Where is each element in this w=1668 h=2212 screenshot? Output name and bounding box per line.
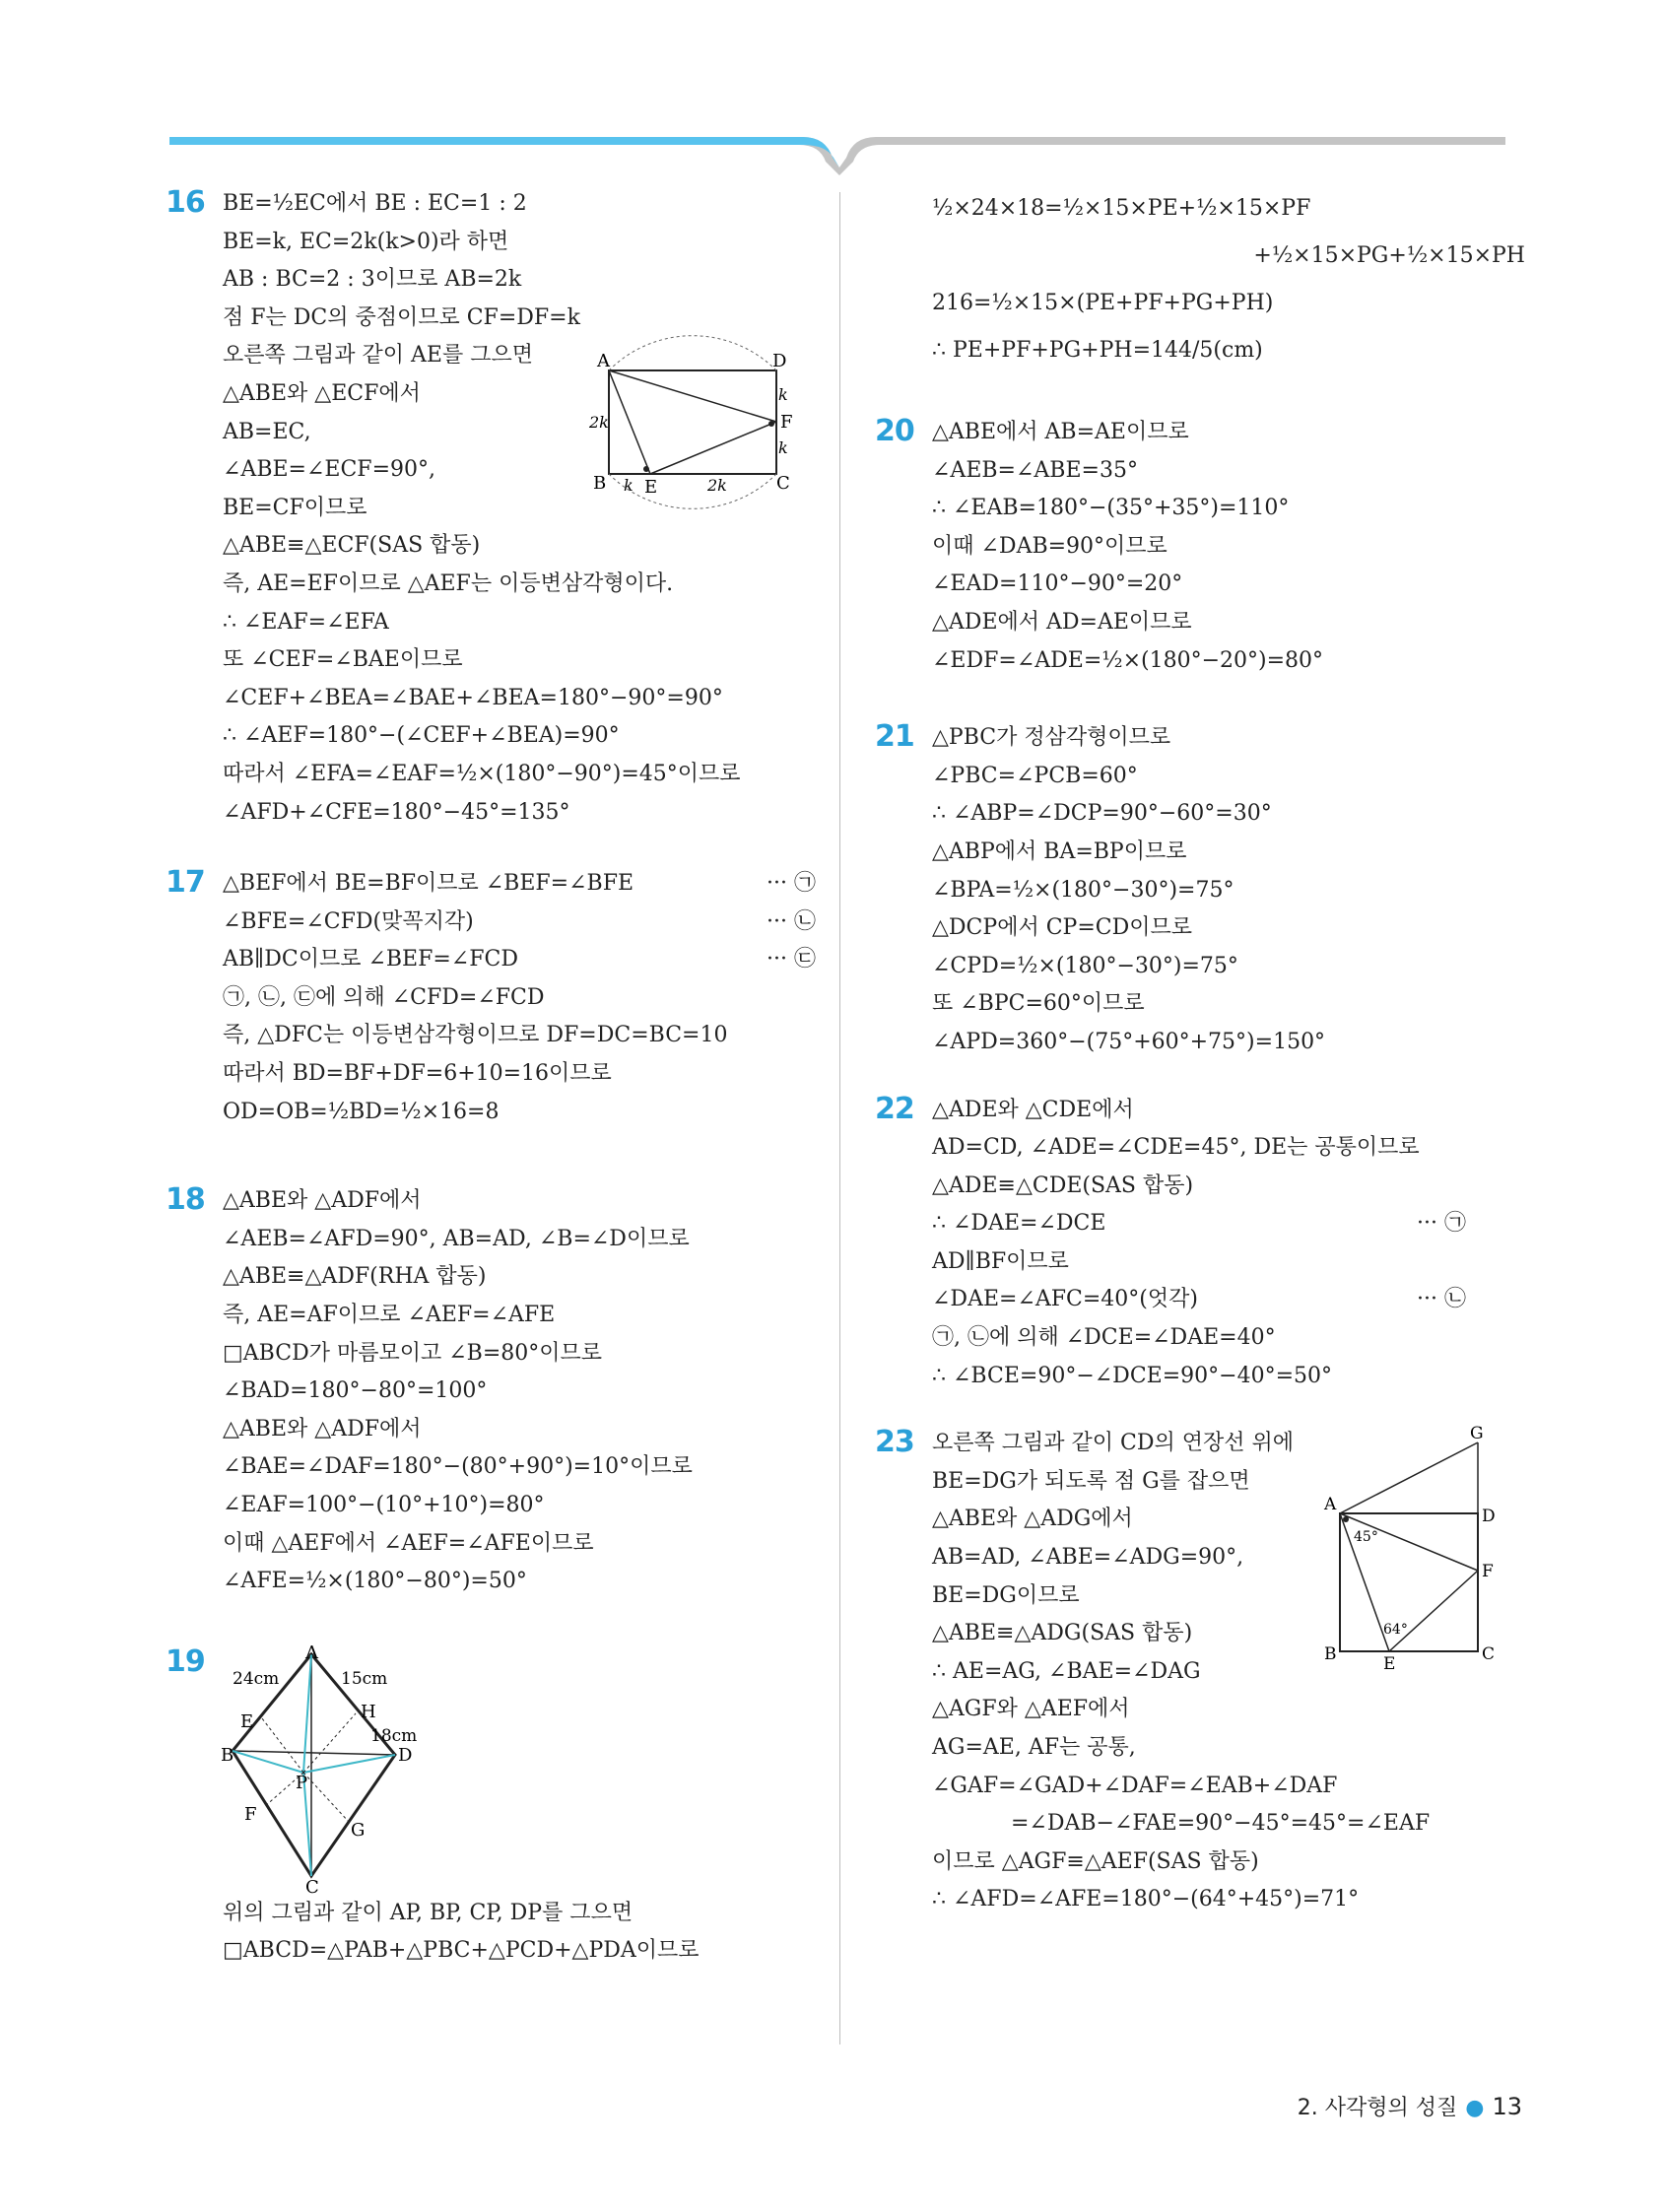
label-P: P xyxy=(296,1772,308,1793)
problem-16 xyxy=(166,185,816,832)
solution-line: ∴ ∠EAB=180°−(35°+35°)=110° xyxy=(932,496,1290,521)
solution-line: 또 ∠CEF=∠BAE이므로 xyxy=(223,647,463,673)
figure-16 xyxy=(589,351,816,499)
solution-line: OD=OB=½BD=½×16=8 xyxy=(223,1099,500,1124)
solution-line: 따라서 BD=BF+DF=6+10=16이므로 xyxy=(223,1061,612,1087)
solution-line: △ADE에서 AD=AE이므로 xyxy=(932,609,1192,635)
solution-line: 즉, △DFC는 이등변삼각형이므로 DF=DC=BC=10 xyxy=(223,1023,728,1048)
label-E: E xyxy=(1383,1654,1396,1675)
solution-line: 오른쪽 그림과 같이 CD의 연장선 위에 xyxy=(932,1431,1294,1456)
label-64deg: 64° xyxy=(1383,1622,1408,1639)
left-column xyxy=(166,185,816,1996)
solution-line: ∠CPD=½×(180°−30°)=75° xyxy=(932,953,1238,978)
solution-line: BE=DG가 되도록 점 G를 잡으면 xyxy=(932,1468,1250,1494)
label-E: E xyxy=(240,1710,254,1732)
solution-line: △ADE≡△CDE(SAS 합동) xyxy=(932,1173,1194,1198)
solution-line: △ABE와 △ADG에서 xyxy=(932,1507,1133,1532)
solution-line: ∠AEB=∠AFD=90°, AB=AD, ∠B=∠D이므로 xyxy=(223,1226,690,1251)
solution-line xyxy=(223,904,816,942)
bullet-icon: ● xyxy=(1465,2096,1485,2120)
solution-line: △ABE와 △ADF에서 xyxy=(223,1416,422,1441)
solution-line: BE=k, EC=2k(k>0)라 하면 xyxy=(223,229,509,254)
problem-number: 21 xyxy=(875,719,914,755)
label-C: C xyxy=(305,1876,319,1898)
solution-line xyxy=(223,941,816,979)
solution-line: △ABE에서 AB=AE이므로 xyxy=(932,420,1189,444)
solution-line: △AGF와 △AEF에서 xyxy=(932,1697,1130,1722)
solution-line: ∴ ∠AFD=∠AFE=180°−(64°+45°)=71° xyxy=(932,1887,1360,1912)
problem-number: 23 xyxy=(875,1425,914,1460)
figure-19 xyxy=(221,1642,479,1898)
solution-line: △ABE≡△ECF(SAS 합동) xyxy=(223,533,481,559)
solution-line: ∠BAE=∠DAF=180°−(80°+90°)=10°이므로 xyxy=(223,1454,693,1480)
problem-18 xyxy=(166,1182,816,1601)
marker-tag: ··· ㉠ xyxy=(1417,1211,1466,1237)
solution-line: ∠CEF+∠BEA=∠BAE+∠BEA=180°−90°=90° xyxy=(223,685,723,710)
solution-line: AB : BC=2 : 3이므로 AB=2k xyxy=(223,267,522,293)
marker-tag: ··· ㉡ xyxy=(1417,1287,1466,1312)
label-18cm: 18cm xyxy=(370,1725,418,1746)
label-F: F xyxy=(780,412,793,433)
label-2k: 2k xyxy=(707,476,727,495)
label-B: B xyxy=(593,473,607,494)
solution-line: AB=EC, xyxy=(223,419,311,444)
solution-line: 또 ∠BPC=60°이므로 xyxy=(932,991,1145,1017)
problem-number: 22 xyxy=(875,1091,914,1126)
solution-line: □ABCD=△PAB+△PBC+△PCD+△PDA이므로 xyxy=(223,1938,700,1964)
solution-line: AD=CD, ∠ADE=∠CDE=45°, DE는 공통이므로 xyxy=(932,1135,1420,1161)
solution-line: ∴ ∠EAF=∠EFA xyxy=(223,609,389,635)
label-B: B xyxy=(1324,1644,1337,1665)
label-15cm: 15cm xyxy=(341,1668,388,1689)
solution-line: ∠AEB=∠ABE=35° xyxy=(932,457,1138,483)
label-G: G xyxy=(1470,1424,1484,1444)
solution-line: BE=CF이므로 xyxy=(223,495,367,520)
problem-number: 19 xyxy=(166,1643,205,1679)
line-text: ∠DAE=∠AFC=40°(엇각) xyxy=(932,1287,1198,1312)
problem-23 xyxy=(875,1425,1525,1919)
column-divider xyxy=(839,192,840,2044)
line-text: △BEF에서 BE=BF이므로 ∠BEF=∠BFE xyxy=(223,871,634,897)
solution-line: ∠BAD=180°−80°=100° xyxy=(223,1378,488,1404)
problem-22 xyxy=(875,1092,1525,1396)
solution-line: 이므로 △AGF≡△AEF(SAS 합동) xyxy=(932,1848,1259,1874)
solution-line: 즉, AE=EF이므로 △AEF는 이등변삼각형이다. xyxy=(223,570,674,596)
solution-line: △ABP에서 BA=BP이므로 xyxy=(932,838,1187,864)
label-C: C xyxy=(776,473,790,494)
label-H: H xyxy=(361,1701,376,1722)
solution-line: 이때 △AEF에서 ∠AEF=∠AFE이므로 xyxy=(223,1530,594,1556)
solution-line: AD∥BF이므로 xyxy=(932,1248,1069,1274)
marker-tag: ··· ㉢ xyxy=(767,947,816,972)
solution-line: BE=DG이므로 xyxy=(932,1582,1080,1608)
solution-line: ½×24×18=½×15×PE+½×15×PF xyxy=(932,196,1311,221)
solution-line: 이때 ∠DAB=90°이므로 xyxy=(932,533,1168,559)
label-k: k xyxy=(778,385,788,404)
solution-line xyxy=(223,865,816,904)
solution-line: ∴ ∠AEF=180°−(∠CEF+∠BEA)=90° xyxy=(223,723,620,749)
solution-line: 즉, AE=AF이므로 ∠AEF=∠AFE xyxy=(223,1303,556,1328)
solution-line: △ABE와 △ADF에서 xyxy=(223,1188,422,1214)
solution-line: ∴ ∠BCE=90°−∠DCE=90°−40°=50° xyxy=(932,1363,1333,1388)
label-k: k xyxy=(778,438,788,457)
solution-line: ∠GAF=∠GAD+∠DAF=∠EAB+∠DAF xyxy=(932,1773,1338,1798)
solution-line: ∠BPA=½×(180°−30°)=75° xyxy=(932,877,1234,903)
page-footer xyxy=(1298,2091,1522,2121)
solution-line: 위의 그림과 같이 AP, BP, CP, DP를 그으면 xyxy=(223,1900,634,1925)
marker-tag: ··· ㉠ xyxy=(767,871,816,897)
problem-number: 20 xyxy=(875,414,914,448)
page-number: 13 xyxy=(1492,2093,1522,2120)
chapter-title: 2. 사각형의 성질 xyxy=(1297,2096,1458,2120)
solution-line: □ABCD가 마름모이고 ∠B=80°이므로 xyxy=(223,1340,603,1366)
solution-line: 오른쪽 그림과 같이 AE를 그으면 xyxy=(223,343,533,369)
solution-line: AB=AD, ∠ABE=∠ADG=90°, xyxy=(932,1545,1244,1571)
solution-line: ∠ABE=∠ECF=90°, xyxy=(223,457,435,483)
label-24cm: 24cm xyxy=(233,1668,280,1689)
solution-line: △PBC가 정삼각형이므로 xyxy=(932,725,1171,751)
solution-line: △ABE와 △ECF에서 xyxy=(223,380,421,406)
solution-line xyxy=(932,1281,1525,1319)
solution-line: =∠DAB−∠FAE=90°−45°=45°=∠EAF xyxy=(1011,1811,1431,1837)
label-E: E xyxy=(644,477,658,498)
label-2k: 2k xyxy=(589,413,609,432)
label-D: D xyxy=(772,351,787,371)
label-A: A xyxy=(597,351,610,371)
solution-line: ∠APD=360°−(75°+60°+75°)=150° xyxy=(932,1029,1326,1054)
line-text: AB∥DC이므로 ∠BEF=∠FCD xyxy=(223,947,518,972)
label-G: G xyxy=(351,1819,366,1841)
solution-line: 216=½×15×(PE+PF+PG+PH) xyxy=(932,291,1274,315)
solution-line: 따라서 ∠EFA=∠EAF=½×(180°−90°)=45°이므로 xyxy=(223,761,741,786)
solution-line: △ABE≡△ADF(RHA 합동) xyxy=(223,1264,487,1290)
solution-line: ∠EDF=∠ADE=½×(180°−20°)=80° xyxy=(932,647,1324,673)
solution-line: ∠PBC=∠PCB=60° xyxy=(932,763,1138,788)
figure-23 xyxy=(1310,1425,1507,1681)
label-C: C xyxy=(1482,1644,1496,1665)
marker-tag: ··· ㉡ xyxy=(767,908,816,934)
solution-line: AG=AE, AF는 공통, xyxy=(932,1735,1136,1760)
solution-line: 점 F는 DC의 중점이므로 CF=DF=k xyxy=(223,304,580,330)
label-45deg: 45° xyxy=(1354,1529,1378,1546)
label-D: D xyxy=(398,1744,413,1766)
label-D: D xyxy=(1482,1507,1496,1527)
header-bar xyxy=(0,0,1668,177)
label-F: F xyxy=(1482,1562,1494,1582)
line-text: ∠BFE=∠CFD(맞꼭지각) xyxy=(223,908,474,934)
solution-line: ㉠, ㉡에 의해 ∠DCE=∠DAE=40° xyxy=(932,1325,1276,1351)
problem-19-continued xyxy=(875,185,1525,374)
solution-line: ∴ PE+PF+PG+PH=144/5(cm) xyxy=(932,338,1263,363)
problem-number: 18 xyxy=(166,1182,205,1218)
label-A: A xyxy=(1324,1495,1337,1515)
problem-number: 17 xyxy=(166,865,205,901)
problem-21 xyxy=(875,719,1525,1061)
solution-line: ∠AFD+∠CFE=180°−45°=135° xyxy=(223,799,570,825)
solution-line: ∠EAD=110°−90°=20° xyxy=(932,571,1183,597)
label-F: F xyxy=(244,1803,257,1825)
label-k: k xyxy=(624,476,634,495)
solution-line: ∴ ∠ABP=∠DCP=90°−60°=30° xyxy=(932,801,1272,827)
problem-19 xyxy=(166,1644,816,1971)
problem-number: 16 xyxy=(166,185,205,220)
solution-line: △DCP에서 CP=CD이므로 xyxy=(932,915,1192,941)
problem-20 xyxy=(875,414,1525,680)
solution-line: △ABE≡△ADG(SAS 합동) xyxy=(932,1621,1193,1646)
solution-line: +½×15×PG+½×15×PH xyxy=(1253,243,1525,268)
solution-line: ∠AFE=½×(180°−80°)=50° xyxy=(223,1569,527,1594)
solution-line: △ADE와 △CDE에서 xyxy=(932,1097,1134,1122)
solution-line: ㉠, ㉡, ㉢에 의해 ∠CFD=∠FCD xyxy=(223,984,545,1010)
line-text: ∴ ∠DAE=∠DCE xyxy=(932,1211,1106,1237)
label-B: B xyxy=(221,1744,234,1766)
label-A: A xyxy=(305,1642,318,1663)
right-column xyxy=(875,185,1525,1945)
solution-line: BE=½EC에서 BE : EC=1 : 2 xyxy=(223,191,527,216)
solution-line xyxy=(932,1205,1525,1243)
solution-line: ∴ AE=AG, ∠BAE=∠DAG xyxy=(932,1658,1201,1684)
solution-line: ∠EAF=100°−(10°+10°)=80° xyxy=(223,1493,545,1517)
problem-17 xyxy=(166,865,816,1131)
